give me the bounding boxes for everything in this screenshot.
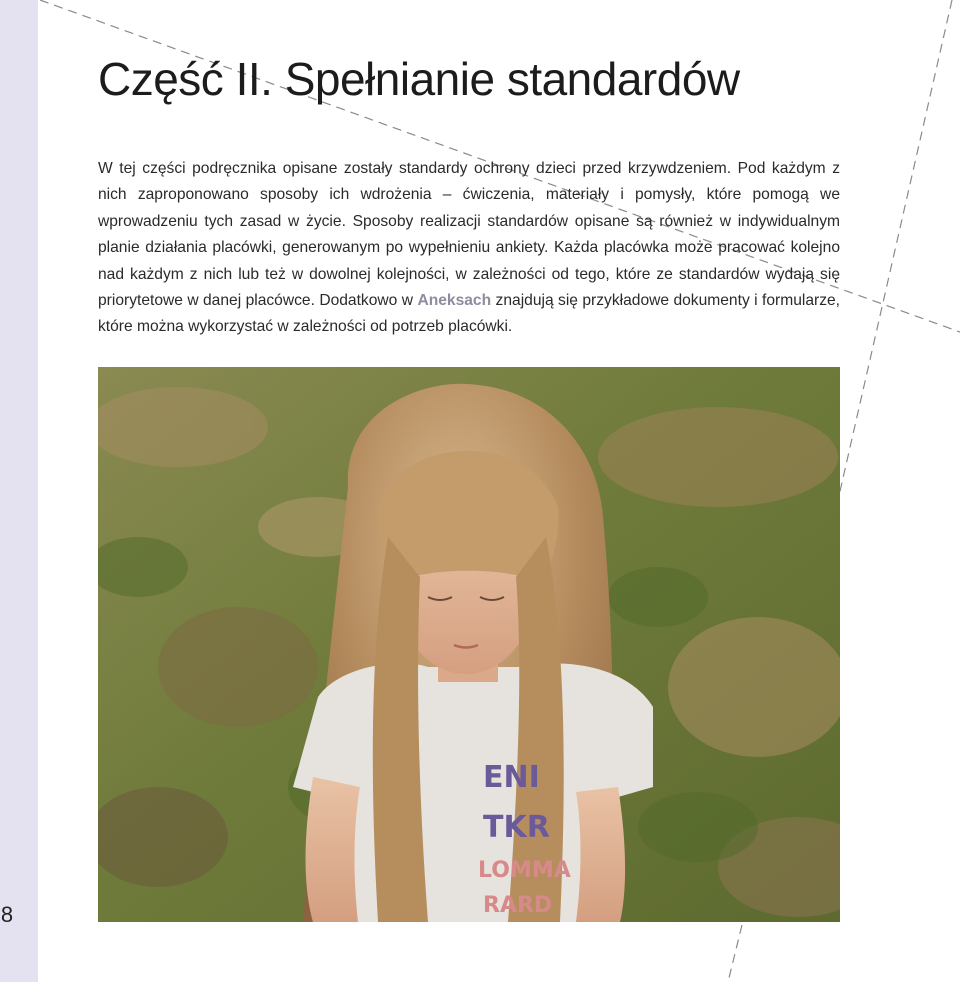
shirt-print-line-4: RARD [483, 893, 553, 918]
photo-girl-on-grass [98, 367, 840, 922]
left-margin-band [0, 0, 38, 982]
shirt-print-line-3: LOMMA [478, 858, 571, 883]
annex-link-text: Aneksach [417, 292, 492, 310]
shirt-print-line-2: TKR [483, 810, 550, 845]
intro-text-part1: W tej części podręcznika opisane zostały standardy ochrony dzieci przed krzywdzeniem. Pod każdym z nich zaproponowano sposoby ich wdrożenia – ćwiczenia, materiały i pomysły, które pomogą we wprowadzeniu tych zasad w życie. Sposoby realizacji standardów opisane są również w indywidualnym planie działania placówki, generowanym po wypełnieniu ankiety. Każda placówka może pracować kolejno nad każdym z nich lub też w dowolnej kolejności, w zależności od tego, które ze standardów wydają się priorytetowe w danej placówce. Dodatkowo w [98, 160, 840, 310]
intro-paragraph [98, 156, 840, 341]
page-number: 8 [0, 902, 14, 927]
dashed-vertical-line-upper [838, 0, 952, 500]
photo-illustration [98, 367, 840, 922]
page-title: Część II. Spełnianie standardów [98, 53, 740, 105]
shirt-print-line-1: ENI [483, 760, 540, 795]
dashed-vertical-line-lower [728, 925, 742, 982]
intro-text-part2: znajdują się przykładowe dokumenty i formularze, które można wykorzystać w zależności od potrzeb placówki. [98, 292, 841, 336]
